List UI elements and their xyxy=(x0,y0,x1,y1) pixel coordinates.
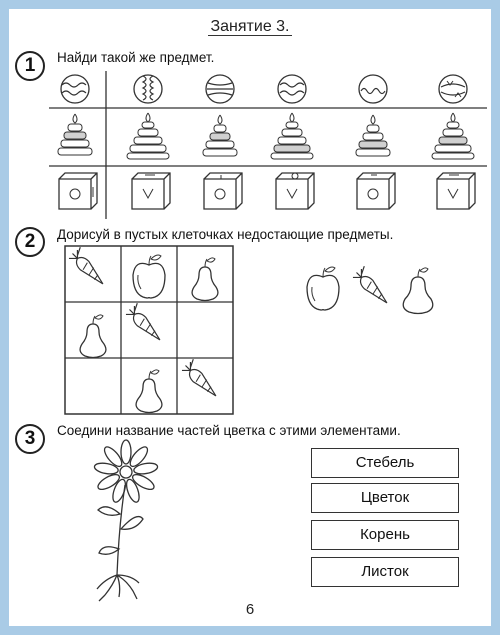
cube-toy-icon[interactable] xyxy=(357,173,395,209)
pear-icon xyxy=(192,258,218,301)
pear-icon xyxy=(80,315,106,358)
carrot-icon xyxy=(181,358,223,400)
task-1-text: Найди такой же предмет. xyxy=(57,50,215,65)
carrot-icon xyxy=(68,246,110,288)
ball-icon[interactable] xyxy=(359,75,387,103)
ball-icon[interactable] xyxy=(61,75,89,103)
cube-toy-icon[interactable] xyxy=(437,173,475,209)
label-leaf[interactable]: Листок xyxy=(311,557,459,587)
pyramid-toy-icon[interactable] xyxy=(203,115,237,156)
cube-toy-icon[interactable] xyxy=(59,173,97,209)
page-number: 6 xyxy=(245,601,255,618)
carrot-icon xyxy=(352,265,394,307)
carrot-icon xyxy=(125,302,167,344)
ball-icon[interactable] xyxy=(134,75,162,103)
apple-icon xyxy=(133,255,165,298)
cube-toy-icon[interactable] xyxy=(204,173,242,209)
pear-icon xyxy=(136,370,162,413)
flower-drawing xyxy=(94,440,159,601)
pear-icon xyxy=(403,268,433,314)
pyramid-toy-icon[interactable] xyxy=(271,113,313,159)
task-2-grid xyxy=(65,246,233,414)
pyramid-toy-icon[interactable] xyxy=(127,113,169,159)
label-root[interactable]: Корень xyxy=(311,520,459,550)
cube-toy-icon[interactable] xyxy=(276,173,314,209)
ball-icon[interactable] xyxy=(439,75,467,103)
task-3-text: Соедини название частей цветка с этими элементами. xyxy=(57,423,401,438)
lesson-title: Занятие 3. xyxy=(210,18,290,35)
task-2-number: 2 xyxy=(15,227,45,257)
apple-icon xyxy=(307,267,339,310)
pyramid-toy-icon[interactable] xyxy=(58,114,92,155)
label-stem[interactable]: Стебель xyxy=(311,448,459,478)
ball-icon[interactable] xyxy=(206,75,234,103)
task-3-number: 3 xyxy=(15,424,45,454)
pyramid-toy-icon[interactable] xyxy=(356,115,390,156)
cube-toy-icon[interactable] xyxy=(132,173,170,209)
label-flower[interactable]: Цветок xyxy=(311,483,459,513)
task-2-text: Дорисуй в пустых клеточках недостающие предметы. xyxy=(57,227,394,242)
worksheet-page xyxy=(9,9,491,626)
task-1-number: 1 xyxy=(15,51,45,81)
pyramid-toy-icon[interactable] xyxy=(432,113,474,159)
ball-icon[interactable] xyxy=(278,75,306,103)
